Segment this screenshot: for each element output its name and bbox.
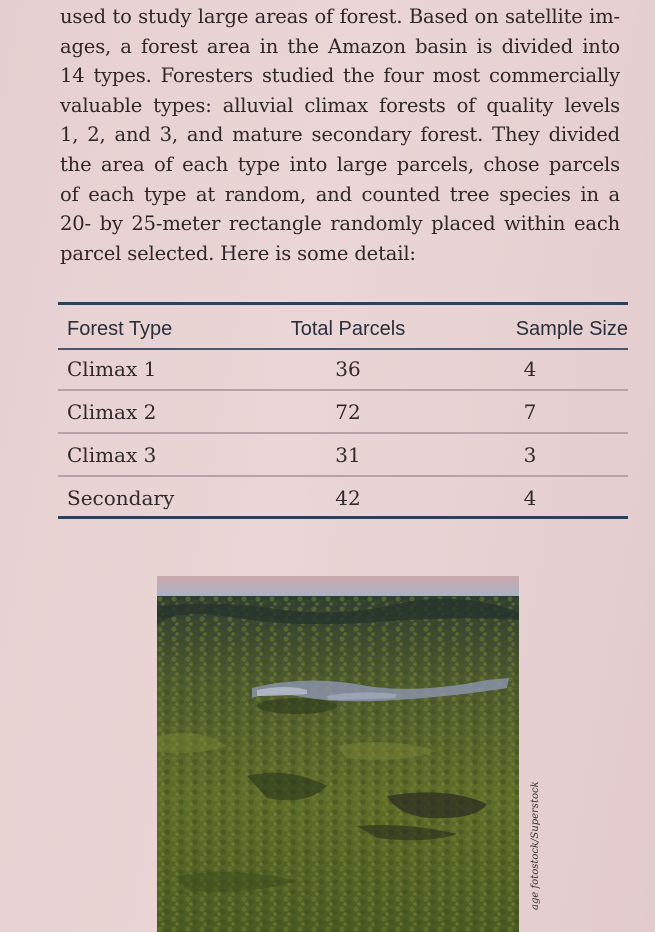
table-top-rule [58,302,628,305]
cell-sample-size: 4 [523,486,537,510]
cell-sample-size: 4 [523,357,537,381]
cell-sample-size: 3 [523,443,537,467]
table-row [58,477,628,519]
photo-credit: age fotostock/Superstock [530,781,541,910]
table-bottom-rule [58,516,628,519]
paragraph-line: valuable types: alluvial climax forests of quality levels [60,93,620,117]
paragraph-line: ages, a forest area in the Amazon basin is divided into [60,34,620,58]
table-row [58,434,628,476]
cell-total-parcels: 42 [335,486,361,510]
header-forest-type: Forest Type [67,318,173,340]
paragraph-line: 1, 2, and 3, and mature secondary forest. They divided [60,123,620,147]
header-sample-size: Sample Size [515,318,628,340]
table-row [58,348,628,390]
paragraph-line: the area of each type into large parcels, chose parcels [60,152,620,176]
amazon-forest-photo [157,576,519,932]
cell-sample-size: 7 [523,400,537,424]
cell-forest-type: Secondary [67,486,175,510]
paragraph-line: of each type at random, and counted tree species in a [60,182,620,206]
cell-total-parcels: 72 [335,400,361,424]
table-row [58,391,628,433]
cell-forest-type: Climax 1 [67,357,157,381]
cell-total-parcels: 36 [335,357,361,381]
cell-forest-type: Climax 2 [67,400,157,424]
paragraph-line: 20- by 25-meter rectangle randomly placed within each [60,212,620,236]
header-total-parcels: Total Parcels [290,318,406,340]
body-paragraph [60,2,620,268]
paragraph-line: parcel selected. Here is some detail: [60,241,416,265]
paragraph-line: used to study large areas of forest. Based on satellite im- [60,5,620,28]
cell-total-parcels: 31 [335,443,361,467]
cell-forest-type: Climax 3 [67,443,157,467]
table-header-row [58,308,628,350]
paragraph-line: 14 types. Foresters studied the four most commercially [60,64,620,88]
